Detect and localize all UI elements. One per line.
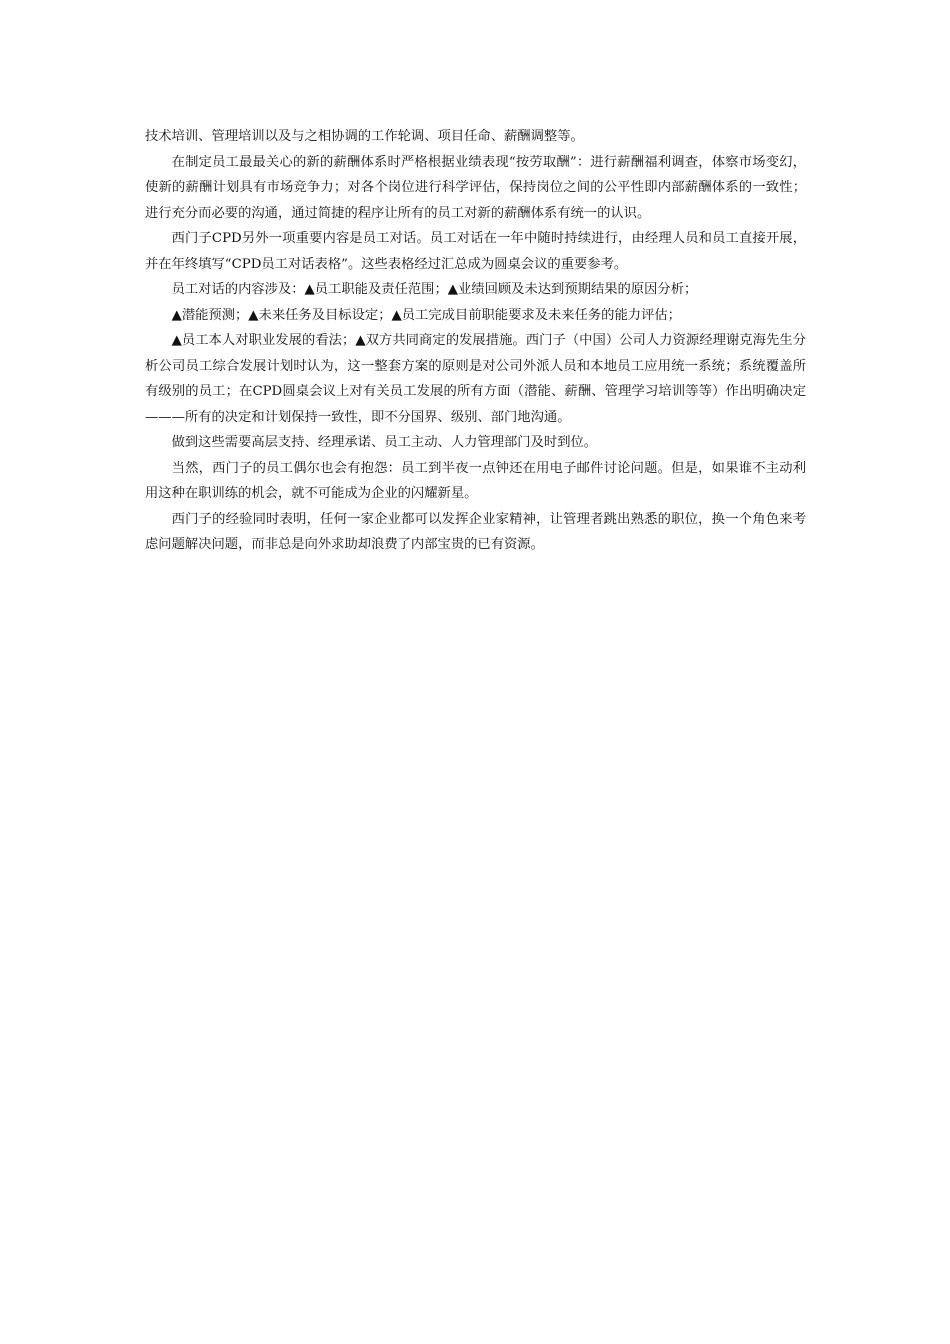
paragraph-3: 西门子CPD另外一项重要内容是员工对话。员工对话在一年中随时持续进行，由经理人员和员工直接开展，并在年终填写“CPD员工对话表格”。这些表格经过汇总成为圆桌会议的重要参考。 bbox=[145, 231, 806, 272]
document-page bbox=[145, 124, 806, 558]
paragraph-5: ▲潜能预测；▲未来任务及目标设定；▲员工完成目前职能要求及未来任务的能力评估； bbox=[171, 307, 681, 323]
paragraph-4: 员工对话的内容涉及：▲员工职能及责任范围；▲业绩回顾及未达到预期结果的原因分析； bbox=[171, 282, 698, 297]
paragraph-7: 做到这些需要高层支持、经理承诺、员工主动、人力管理部门及时到位。 bbox=[171, 435, 598, 450]
paragraph-6: ▲员工本人对职业发展的看法；▲双方共同商定的发展措施。西门子（中国）公司人力资源经理谢克海先生分析公司员工综合发展计划时认为，这一整套方案的原则是对公司外派人员和本地员工应用统一系统；系统覆盖所有级别的员工；在CPD圆桌会议上对有关员工发展的所有方面（潜能、薪酬、管理学习培训等等）作出明确决定———所有的决定和计划保持一致性，即不分国界、级别、部门地沟通。 bbox=[145, 333, 806, 425]
paragraph-9: 西门子的经验同时表明，任何一家企业都可以发挥企业家精神，让管理者跳出熟悉的职位，换一个角色来考虑问题解决问题，而非总是向外求助却浪费了内部宝贵的已有资源。 bbox=[145, 511, 806, 552]
paragraph-1: 技术培训、管理培训以及与之相协调的工作轮调、项目任命、薪酬调整等。 bbox=[145, 129, 584, 144]
paragraph-8: 当然，西门子的员工偶尔也会有抱怨：员工到半夜一点钟还在用电子邮件讨论问题。但是，如果谁不主动利用这种在职训练的机会，就不可能成为企业的闪耀新星。 bbox=[145, 460, 806, 501]
paragraph-2: 在制定员工最最关心的新的薪酬体系时严格根据业绩表现“按劳取酬”：进行薪酬福利调查，体察市场变幻，使新的薪酬计划具有市场竞争力；对各个岗位进行科学评估，保持岗位之间的公平性即内部薪酬体系的一致性；进行充分而必要的沟通，通过简捷的程序让所有的员工对新的薪酬体系有统一的认识。 bbox=[145, 154, 806, 221]
